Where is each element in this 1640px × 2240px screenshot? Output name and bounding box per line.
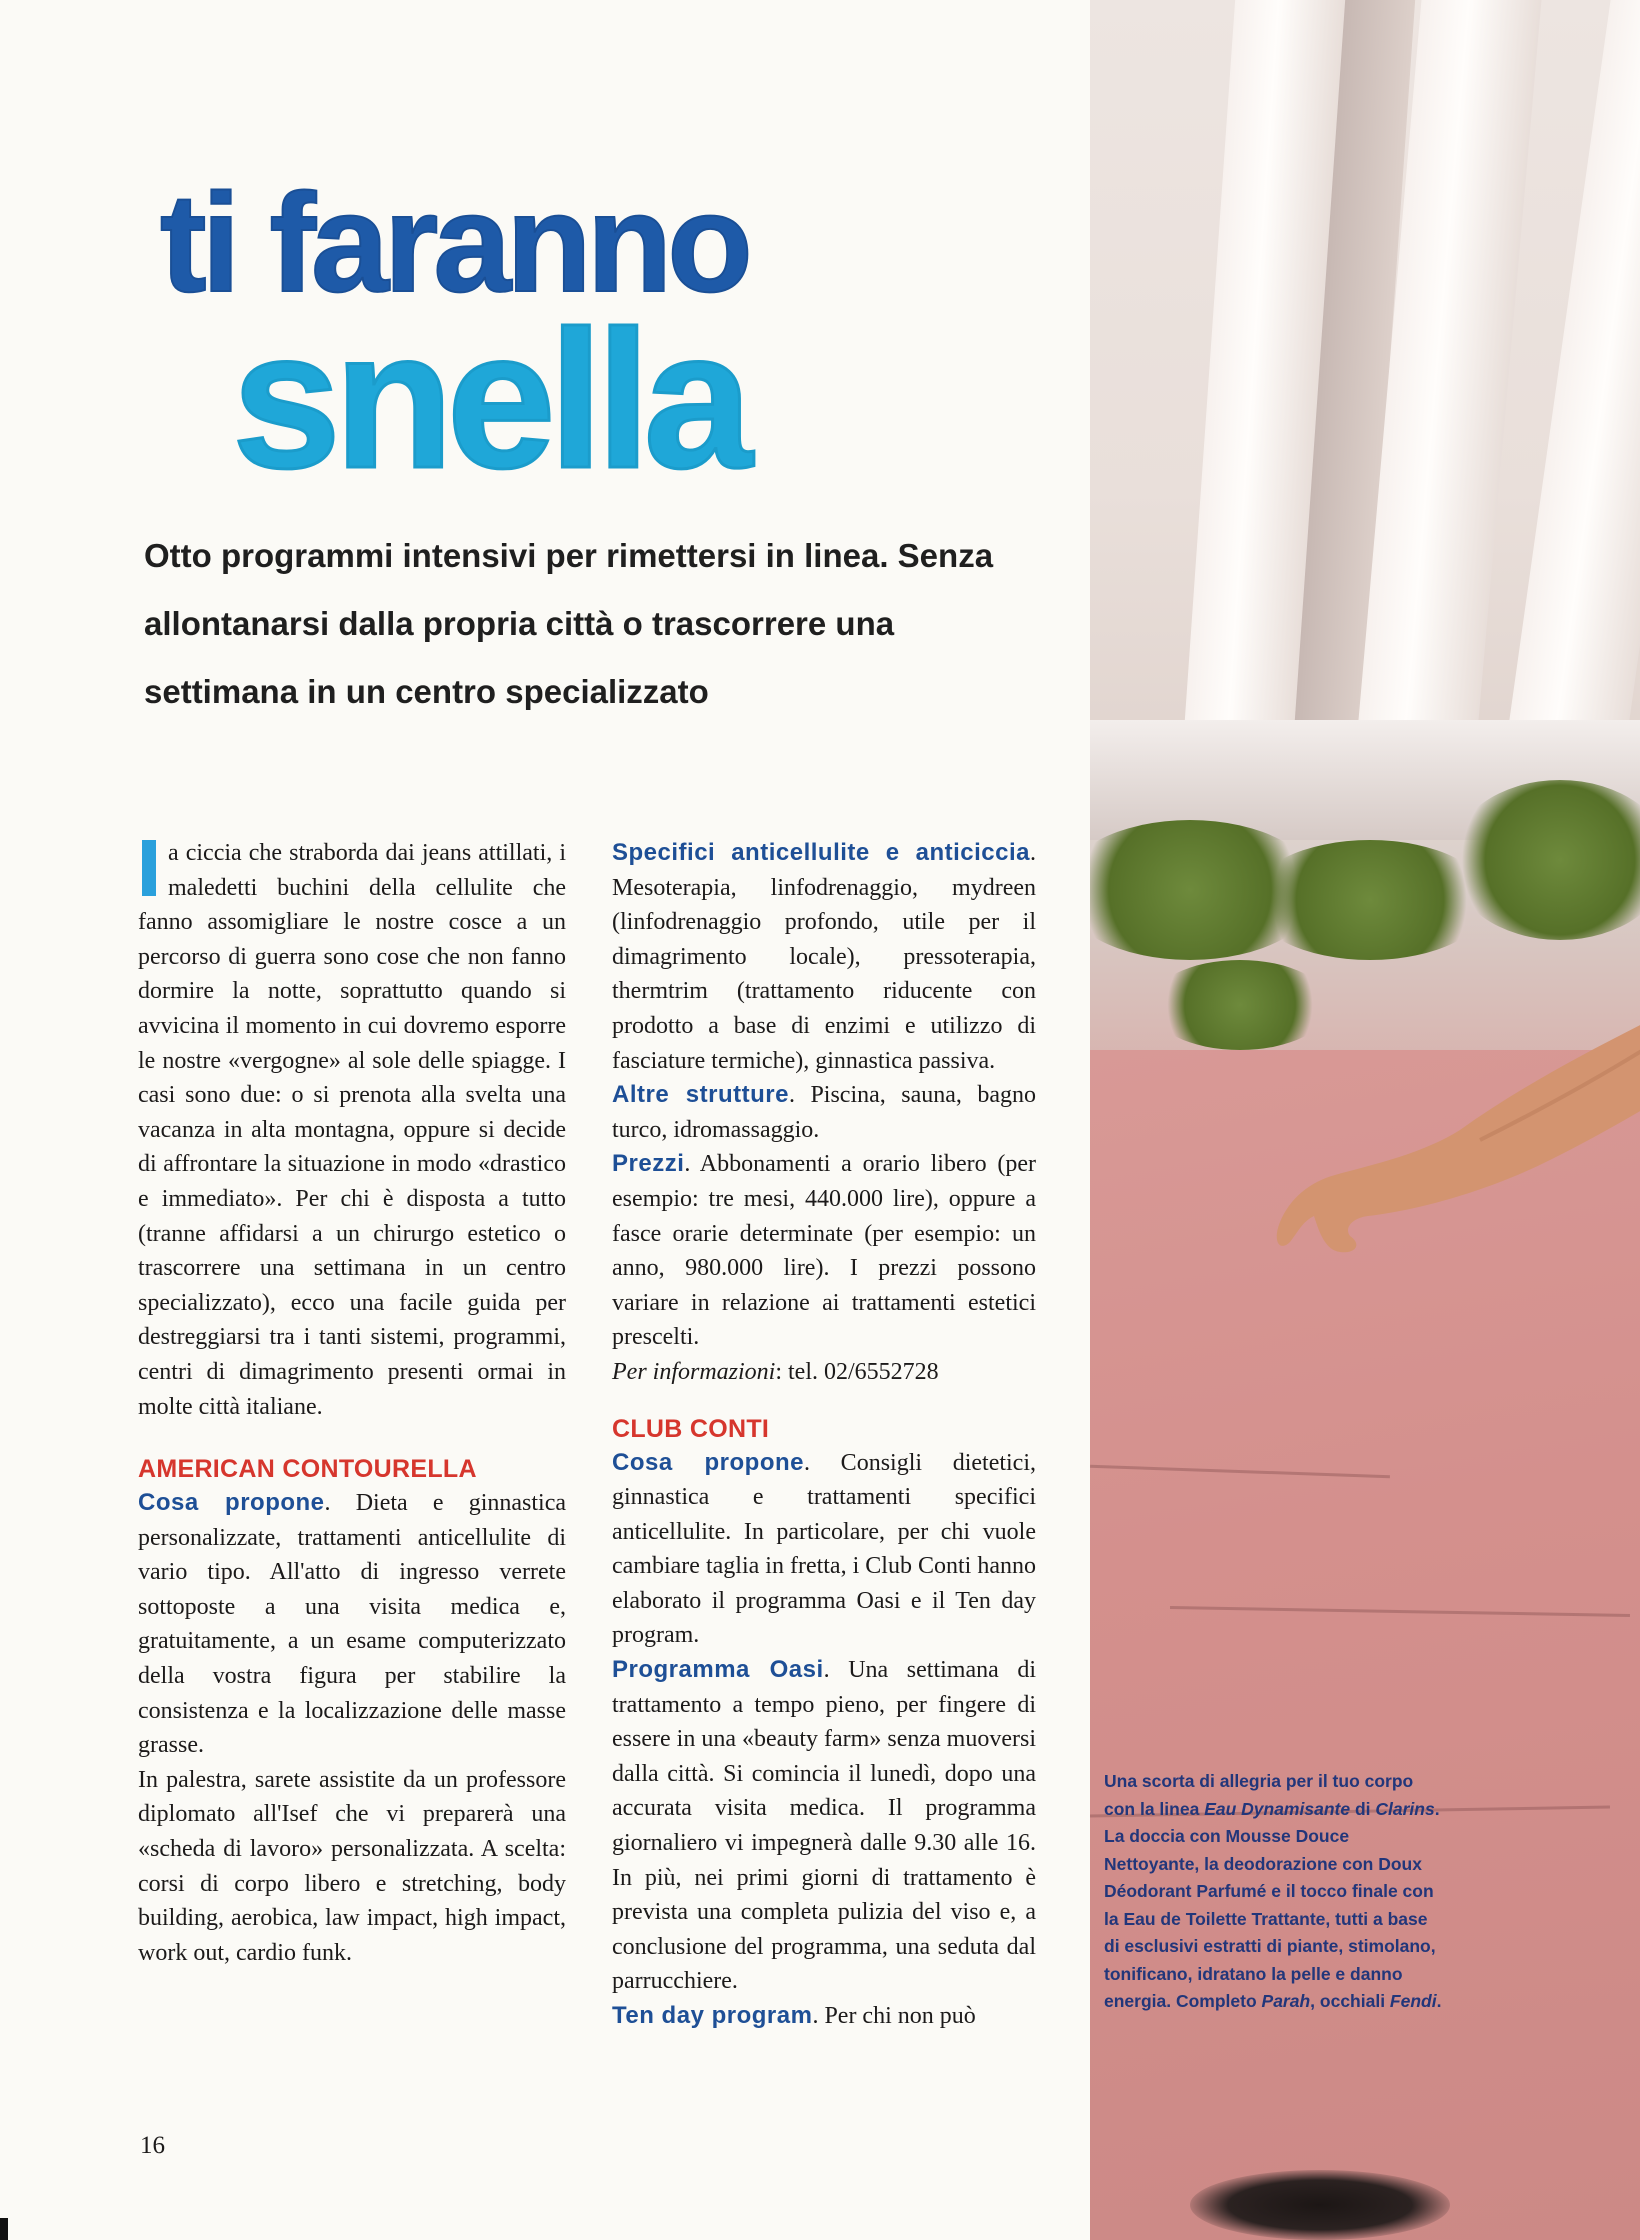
- american-prezzi: Prezzi. Abbonamenti a orario libero (per esempio: tre mesi, 440.000 lire), oppure a fasce orarie determinate (per esempio: un anno, 980.000 lire). I prezzi possono variare in relazione ai trattamenti estetici prescelti.: [612, 1150, 1036, 1351]
- column-left: [138, 836, 566, 1970]
- photo-caption: Una scorta di allegria per il tuo corpo con la linea Eau Dynamisante di Clarins. La doccia con Mousse Douce Nettoyante, la deodorazione con Doux Déodorant Parfumé e il tocco finale con la Eau de Toilette Trattante, tutti a base di esclusivi estratti di piante, stimolano, tonificano, idratano la pelle e danno energia. Completo Parah, occhiali Fendi.: [1104, 1771, 1442, 2011]
- american-info: Per informazioni: tel. 02/6552728: [612, 1358, 939, 1385]
- floor-seam: [1090, 1465, 1390, 1478]
- section-heading-club-conti: CLUB CONTI: [612, 1414, 770, 1443]
- headline-line-2: snella: [232, 290, 746, 509]
- photo-arm: [1130, 960, 1640, 1320]
- club-cosa-propone: Cosa propone. Consigli dietetici, ginnastica e trattamenti specifici anticellulite. In particolare, per chi vuole cambiare taglia in fretta, i Club Conti hanno elaborato il programma Oasi e il Ten day program.: [612, 1448, 1036, 1649]
- photo-shadow: [1190, 2170, 1450, 2240]
- lead-paragraph: Otto programmi intensivi per rimettersi in linea. Senza allontanarsi dalla propria città o trascorrere una settimana in un centro specializzato: [144, 537, 994, 710]
- headline-line-1: ti faranno: [160, 164, 748, 321]
- intro-paragraph: a ciccia che straborda dai jeans attillati, i maledetti buchini della cellulite che fanno assomigliare le nostre cosce a un percorso di guerra sono cose che non fanno dormire la notte, soprattutto quando si avvicina il momento in cui dovremo esporre le nostre «vergogne» al sole delle spiagge. I casi sono due: o si prenota alla svelta una vacanza in alta montagna, oppure si decide di affrontare la situazione in modo «drastico e immediato». Per chi è disposta a tutto (tranne affidarsi a un chirurgo estetico o trascorrere una settimana in un centro specializzato), ecco una facile guida per destreggiarsi tra i tanti sistemi, programmi, centri di dimagrimento presenti ormai in molte città italiane.: [138, 840, 566, 1420]
- crop-mark: [0, 2218, 8, 2240]
- section-heading-american-contourella: AMERICAN CONTOURELLA: [138, 1455, 477, 1484]
- american-palestra: In palestra, sarete assistite da un professore diplomato all'Isef che vi preparerà una «scheda di lavoro» personalizzata. A scelta: corsi di corpo libero e stretching, body building, aerobica, law impact, high impact, work out, cardio funk.: [138, 1766, 566, 1966]
- american-cosa-propone: Cosa propone. Dieta e ginnastica personalizzate, trattamenti anticellulite di vario tipo. All'atto di ingresso verrete sottoposte a una visita medica e, gratuitamente, a un esame computerizzato della vostra figura per stabilire la consistenza e la localizzazione delle masse grasse.: [138, 1489, 566, 1759]
- column-right: [612, 836, 1036, 2034]
- club-programma-oasi: Programma Oasi. Una settimana di trattamento a tempo pieno, per fingere di essere in una «beauty farm» senza muoversi dalla città. Si comincia il lunedì, dopo una accurata visita medica. Il programma giornaliero vi impegnerà dalle 9.30 alle 16. In più, nei primi giorni di trattamento è prevista una completa pulizia del viso e, a conclusione del programma, una seduta dal parrucchiere.: [612, 1656, 1036, 1995]
- floor-seam: [1170, 1606, 1630, 1617]
- american-altre-strutture: Altre strutture. Piscina, sauna, bagno turco, idromassaggio.: [612, 1081, 1036, 1143]
- american-specifici: Specifici anticellulite e anticiccia. Mesoterapia, linfodrenaggio, mydreen (linfodrenaggio profondo, utile per il dimagrimento locale), pressoterapia, thermtrim (trattamento riducente con prodotto a base di enzimi e utilizzo di fasciature termiche), ginnastica passiva.: [612, 839, 1036, 1074]
- club-ten-day-program: Ten day program. Per chi non può: [612, 2002, 976, 2029]
- drop-cap-bar: [142, 840, 156, 896]
- page-number: 16: [140, 2132, 165, 2159]
